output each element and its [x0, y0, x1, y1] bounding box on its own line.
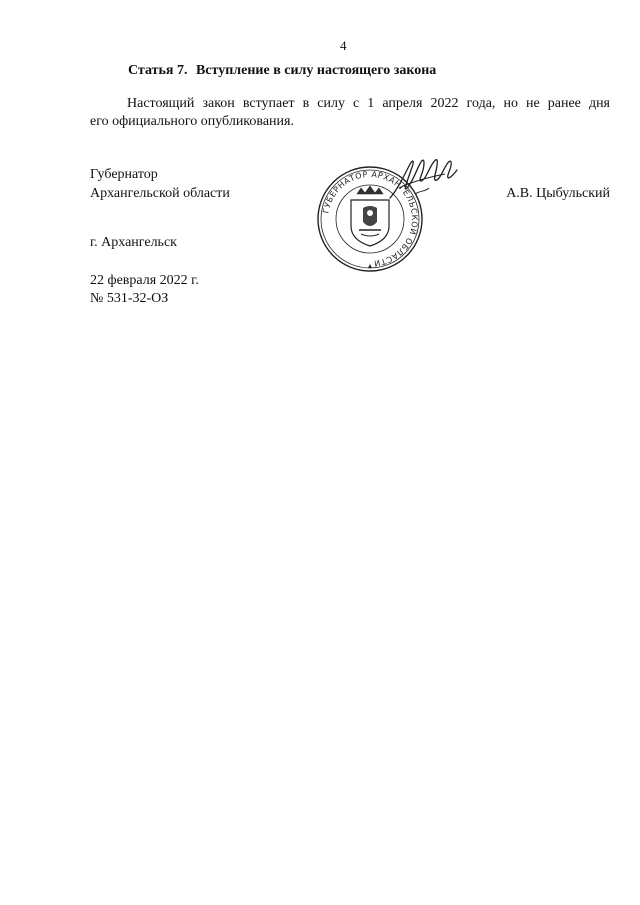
article-title: Вступление в силу настоящего закона: [195, 63, 437, 78]
law-number: № 531-32-ОЗ: [90, 291, 169, 306]
governor-title-line-1: Губернатор: [90, 167, 158, 182]
article-heading: [128, 62, 436, 80]
city: г. Архангельск: [90, 235, 177, 250]
article-number: Статья 7.: [128, 63, 188, 78]
page-number: 4: [340, 38, 347, 53]
governor-name: А.В. Цыбульский: [506, 186, 610, 201]
law-date: 22 февраля 2022 г.: [90, 273, 199, 288]
article-body: [90, 95, 610, 131]
body-line-1: Настоящий закон вступает в силу с 1 апреля 2022 года, но не ранее дня: [127, 96, 610, 111]
governor-title-line-2: Архангельской области: [90, 186, 230, 201]
seal-text: ГУБЕРНАТОР АРХАНГЕЛЬСКОЙ ОБЛАСТИ: [321, 169, 420, 268]
body-line-2: его официального опубликования.: [90, 114, 294, 129]
governor-title: [90, 165, 230, 203]
handwritten-signature: [385, 148, 465, 208]
law-date-number: [90, 272, 199, 308]
coat-of-arms-icon: [351, 186, 389, 246]
